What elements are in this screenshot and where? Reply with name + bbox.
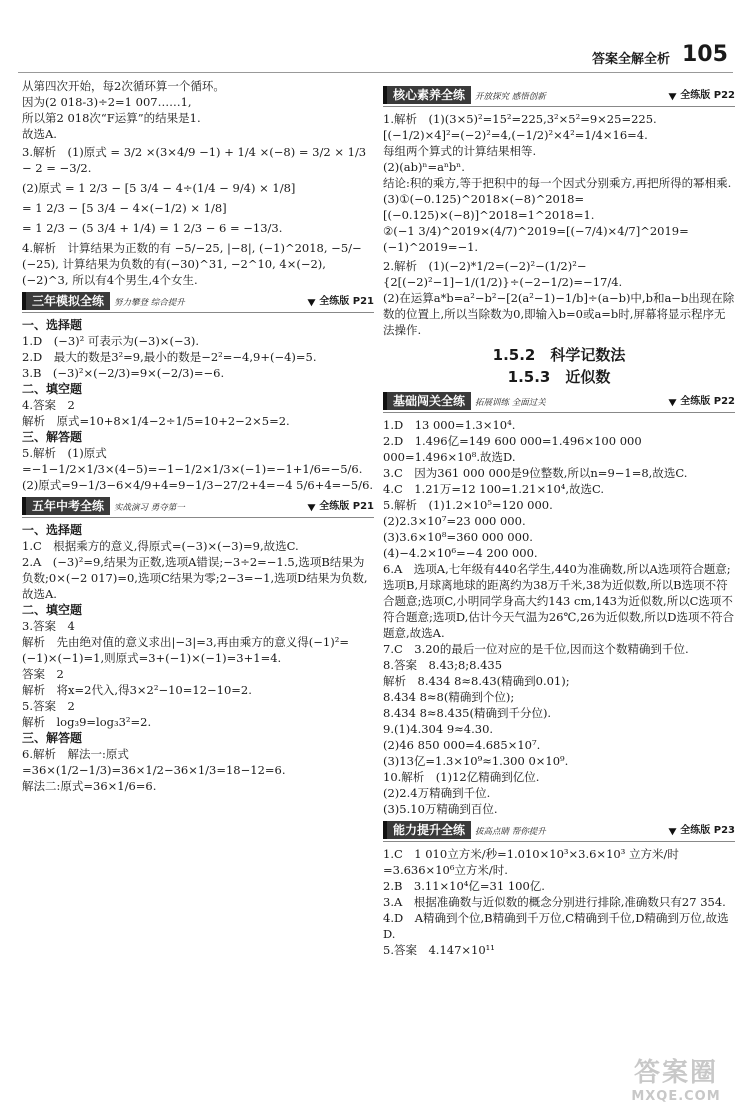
watermark-logo: [612, 1052, 740, 1106]
banner-ability: [383, 821, 735, 842]
answer-line: 4.答案 2: [22, 398, 75, 412]
answers-3-4: [22, 144, 374, 288]
banner-subtitle: 拓展训练 全面过关: [475, 398, 546, 408]
answer-line: (2)原式=9−1/3−6×4/9+4=9−1/3−27/2+4=−4 5/6+4=−5/6.: [22, 478, 374, 492]
answer-line: 9.(1)4.304 9≈4.30.: [383, 722, 494, 736]
answer-line: (2)原式 = 1 2/3 − [5 3/4 − 4÷(1/4 − 9/4) × 1/8]: [22, 181, 296, 195]
answer-line: 解析 原式=10+8×1/4−2÷1/5=10+2−2×5=2.: [22, 414, 290, 428]
left-column: [22, 78, 374, 794]
answer-line: 1.解析 (1)(3×5)²=15²=225,3²×5²=9×25=225.: [383, 112, 657, 126]
section-heading: 二、填空题: [22, 603, 83, 617]
answer-line: 解析 将x=2代入,得3×2²−10=12−10=2.: [22, 683, 252, 697]
intro-block: [22, 78, 374, 142]
three-year-answers: [22, 317, 374, 493]
answer-line: = 1 2/3 − (5 3/4 + 1/4) = 1 2/3 − 6 = −13/3.: [22, 221, 283, 235]
section-heading: 一、选择题: [22, 523, 83, 537]
section-heading: 三、解答题: [22, 731, 83, 745]
banner-ref: 全练版 P21: [309, 294, 374, 310]
answer-line: 解析 先由绝对值的意义求出|−3|=3,再由乘方的意义得(−1)²=(−1)×(−1)=1,则原式=3+(−1)×(−1)=3+1=4.: [22, 635, 349, 665]
arrow-icon: [308, 296, 318, 306]
answer-line: 5.解析 (1)1.2×10⁵=120 000.: [383, 498, 553, 512]
answer-line: (2)2.4万精确到千位.: [383, 786, 491, 800]
answer-line: 5.答案 2: [22, 699, 75, 713]
answer-line: 3.B (−3)²×(−2/3)=9×(−2/3)=−6.: [22, 366, 225, 380]
answer-line: (2)2.3×10⁷=23 000 000.: [383, 514, 526, 528]
answer-line: (3)①(−0.125)^2018×(−8)^2018=[(−0.125)×(−8)]^2018=1^2018=1.: [383, 192, 595, 222]
answer-line: 答案 2: [22, 667, 64, 681]
answer-line: 5.答案 4.147×10¹¹: [383, 943, 495, 957]
banner-three-year: [22, 292, 374, 313]
ability-answers: [383, 846, 735, 958]
answer-line: 4.C 1.21万=12 100=1.21×10⁴,故选C.: [383, 482, 605, 496]
header-rule: [18, 72, 733, 73]
banner-five-year: [22, 497, 374, 518]
answer-line: 5.解析 (1)原式=−1−1/2×1/3×(4−5)=−1−1/2×1/3×(−1)=−1+1/6=−5/6.: [22, 446, 363, 476]
answer-line: (3)5.10万精确到百位.: [383, 802, 498, 816]
answer-line: 3.答案 4: [22, 619, 75, 633]
banner-subtitle: 拔高点睛 帮你提升: [475, 827, 546, 837]
section-heading: 一、选择题: [22, 318, 83, 332]
answer-line: (4)−4.2×10⁶=−4 200 000.: [383, 546, 538, 560]
banner-subtitle: 实战演习 勇夺第一: [114, 503, 185, 513]
answer-line: {2[(−2)²−1]−1/(1/2)}÷(−2−1/2)=−17/4.: [383, 275, 623, 289]
banner-ref: 全练版 P23: [670, 823, 735, 839]
intro-line: 因为(2 018-3)÷2=1 007……1,: [22, 95, 192, 109]
page-number: 105: [682, 42, 728, 67]
banner-ref: 全练版 P22: [670, 394, 735, 410]
answer-line: 解析 8.434 8≈8.43(精确到0.01);: [383, 674, 570, 688]
answer-line: 2.解析 (1)(−2)*1/2=(−2)²−(1/2)²−: [383, 259, 587, 273]
answer-line: [(−1/2)×4]²=(−2)²=4,(−1/2)²×4²=1/4×16=4.: [383, 128, 648, 142]
header-title: 答案全解全析: [592, 52, 671, 67]
answer-line: 1.D 13 000=1.3×10⁴.: [383, 418, 516, 432]
answer-line: (3)13亿=1.3×10⁹≈1.300 0×10⁹.: [383, 754, 569, 768]
banner-ref: 全练版 P22: [670, 88, 735, 104]
answer-line: = 1 2/3 − [5 3/4 − 4×(−1/2) × 1/8]: [22, 201, 227, 215]
answer-line: 8.434 8≈8.435(精确到千分位).: [383, 706, 552, 720]
banner-label: 三年模拟全练: [22, 292, 110, 310]
banner-core-literacy: [383, 86, 735, 107]
banner-label: 能力提升全练: [383, 821, 471, 839]
intro-line: 所以第2 018次“F运算”的结果是1.: [22, 111, 201, 125]
page-header: [0, 0, 750, 74]
answer-line: (2)在运算a*b=a²−b²−[2(a²−1)−1/b]÷(a−b)中,b和a−b出现在除数的位置上,所以当除数为0,即输入b=0或a=b时,屏幕将显示程序无法操作.: [383, 291, 735, 337]
core-literacy-answers: [383, 111, 735, 338]
answer-line: 7.C 3.20的最后一位对应的是千位,因而这个数精确到千位.: [383, 642, 689, 656]
answer-line: ②(−1 3/4)^2019×(4/7)^2019=[(−7/4)×4/7]^2019=(−1)^2019=−1.: [383, 224, 689, 254]
answer-line: 6.A 选项A,七年级有440名学生,440为准确数,所以A选项符合题意;选项B,月球离地球的距离约为38万千米,38为近似数,所以B选项不符合题意;选项C,小明同学身高大约143 cm,143为近似数,所以C选项不符合题意;选项D,估计今天气温为26℃,26为近似数,所以D选项不符合题意,故选A.: [383, 562, 734, 640]
answer-line: 2.D 最大的数是3²=9,最小的数是−2²=−4,9+(−4)=5.: [22, 350, 317, 364]
intro-line: 故选A.: [22, 127, 57, 141]
banner-ref: 全练版 P21: [309, 499, 374, 515]
watermark-bottom: MXQE.COM: [631, 1089, 721, 1104]
answer-line: 1.C 1 010立方米/秒=1.010×10³×3.6×10³ 立方米/时=3.636×10⁶立方米/时.: [383, 847, 679, 877]
answer-line: 3.A 根据准确数与近似数的概念分别进行排除,准确数只有27 354.: [383, 895, 726, 909]
answer-line: 结论:积的乘方,等于把积中的每一个因式分别乘方,再把所得的幂相乘.: [383, 176, 732, 190]
answer-line: 1.D (−3)² 可表示为(−3)×(−3).: [22, 334, 200, 348]
banner-subtitle: 努力攀登 综合提升: [114, 298, 185, 308]
answer-line: (3)3.6×10⁸=360 000 000.: [383, 530, 533, 544]
arrow-icon: [669, 396, 679, 406]
answer-line: 4.解析 计算结果为正数的有 −5/−25, |−8|, (−1)^2018, −5/−(−25), 计算结果为负数的有(−30)^31, −2^10, 4×(−2), (−2)^3, 所以有4个男生,4个女生.: [22, 241, 362, 287]
basic-answers: [383, 417, 735, 817]
answer-line: 解析 log₃9=log₃3²=2.: [22, 715, 152, 729]
right-column: [383, 86, 735, 958]
banner-subtitle: 开放探究 感悟创新: [475, 92, 546, 102]
banner-basic: [383, 392, 735, 413]
answer-line: 8.434 8≈8(精确到个位);: [383, 690, 515, 704]
answer-line: 2.A (−3)²=9,结果为正数,选项A错误;−3÷2=−1.5,选项B结果为负数;0×(−2 017)=0,选项C结果为零;2−3=−1,选项D结果为负数,故选A.: [22, 555, 368, 601]
answer-line: 10.解析 (1)12亿精确到亿位.: [383, 770, 540, 784]
answer-line: 8.答案 8.43;8;8.435: [383, 658, 503, 672]
answer-line: 4.D A精确到个位,B精确到千万位,C精确到千位,D精确到万位,故选D.: [383, 911, 729, 941]
arrow-icon: [308, 501, 318, 511]
section-heading: 二、填空题: [22, 382, 83, 396]
banner-label: 五年中考全练: [22, 497, 110, 515]
arrow-icon: [669, 90, 679, 100]
answer-line: 解法二:原式=36×1/6=6.: [22, 779, 157, 793]
section-heading: 三、解答题: [22, 430, 83, 444]
section-title-1-5-3: 1.5.3 近似数: [507, 368, 611, 386]
five-year-answers: [22, 522, 374, 794]
section-title-1-5-2: 1.5.2 科学记数法: [492, 346, 626, 364]
banner-label: 基础闯关全练: [383, 392, 471, 410]
watermark-top: 答案圈: [633, 1058, 718, 1088]
banner-label: 核心素养全练: [383, 86, 471, 104]
intro-line: 从第四次开始，每2次循环算一个循环。: [22, 79, 225, 93]
arrow-icon: [669, 825, 679, 835]
answer-line: (2)(ab)ⁿ=aⁿbⁿ.: [383, 160, 465, 174]
answer-line: 6.解析 解法一:原式=36×(1/2−1/3)=36×1/2−36×1/3=18−12=6.: [22, 747, 286, 777]
answer-line: 每组两个算式的计算结果相等.: [383, 144, 537, 158]
answer-line: 2.B 3.11×10⁴亿=31 100亿.: [383, 879, 545, 893]
answer-line: 3.C 因为361 000 000是9位整数,所以n=9−1=8,故选C.: [383, 466, 688, 480]
answer-line: 2.D 1.496亿=149 600 000=1.496×100 000 000=1.496×10⁸.故选D.: [383, 434, 642, 464]
answer-line: (2)46 850 000=4.685×10⁷.: [383, 738, 541, 752]
answer-line: 1.C 根据乘方的意义,得原式=(−3)×(−3)=9,故选C.: [22, 539, 299, 553]
answer-line: 3.解析 (1)原式 = 3/2 ×(3×4/9 −1) + 1/4 ×(−8) = 3/2 × 1/3 − 2 = −3/2.: [22, 145, 367, 175]
